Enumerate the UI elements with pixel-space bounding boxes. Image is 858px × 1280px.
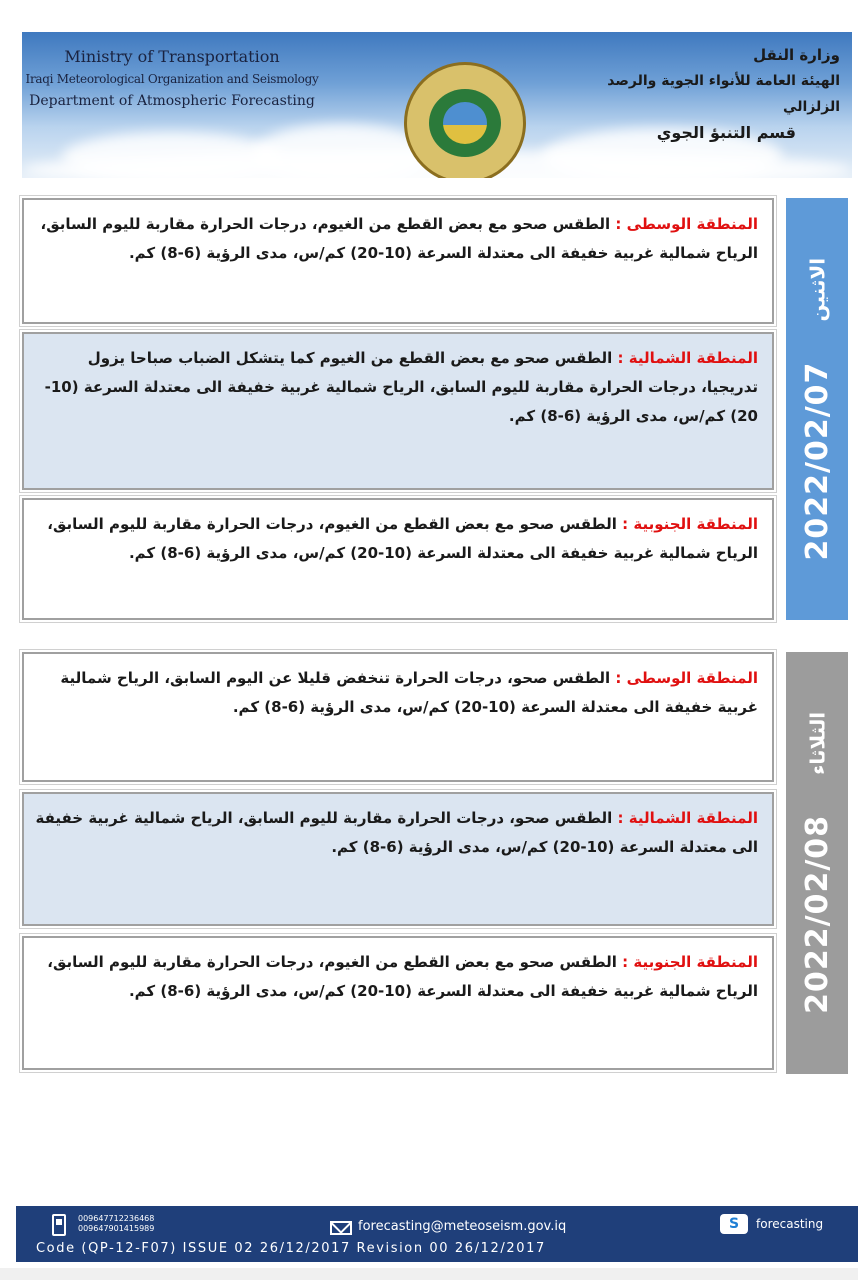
region-name: المنطقة الجنوبية : <box>622 515 758 533</box>
forecast-day-name: الثلاثاء <box>805 712 829 776</box>
organization-name-ar: الهيئة العامة للأنواء الجوية والرصد الزلزالي <box>607 73 840 115</box>
phone-icon <box>52 1214 66 1236</box>
region-forecast-text: الطقس صحو مع بعض القطع من الغيوم، درجات الحرارة مقاربة لليوم السابق، الرياح شمالية غربية خفيفة الى معتدلة السرعة (10-20) كم/س، مدى الرؤية (6-8) كم. <box>40 215 758 262</box>
forecast-day-2 <box>22 650 852 1078</box>
organization-name-en: Iraqi Meteorological Organization and Seismology <box>25 72 319 86</box>
mail-icon <box>330 1221 352 1235</box>
date-sidebar-day2 <box>786 652 848 1074</box>
header-english <box>22 46 322 112</box>
region-north-day1 <box>22 332 774 490</box>
region-name: المنطقة الجنوبية : <box>622 953 758 971</box>
logo-core <box>443 102 487 144</box>
region-south-day1 <box>22 498 774 620</box>
phone-numbers <box>78 1214 154 1234</box>
document-footer <box>16 1206 858 1262</box>
region-forecast-text: الطقس صحو، درجات الحرارة تنخفض قليلا عن اليوم السابق، الرياح شمالية غربية خفيفة الى معتدلة السرعة (10-20) كم/س، مدى الرؤية (6-8) كم. <box>60 669 758 716</box>
region-south-day2 <box>22 936 774 1070</box>
region-name: المنطقة الشمالية : <box>617 349 758 367</box>
forecast-day-1 <box>22 196 852 628</box>
region-name: المنطقة الشمالية : <box>617 809 758 827</box>
forecast-date: 2022/02/08 <box>799 815 835 1014</box>
region-forecast-text: الطقس صحو مع بعض القطع من الغيوم، درجات الحرارة مقاربة لليوم السابق، الرياح شمالية غربية خفيفة الى معتدلة السرعة (10-20) كم/س، مدى الرؤية (6-8) كم. <box>47 515 758 562</box>
region-forecast-text: الطقس صحو مع بعض القطع من الغيوم، درجات الحرارة مقاربة لليوم السابق، الرياح شمالية غربية خفيفة الى معتدلة السرعة (10-20) كم/س، مدى الرؤية (6-8) كم. <box>47 953 758 1000</box>
region-central-day2 <box>22 652 774 782</box>
region-name: المنطقة الوسطى : <box>615 669 758 687</box>
date-vertical-label <box>800 258 835 561</box>
ministry-name-ar: وزارة النقل <box>753 46 840 64</box>
date-sidebar-day1 <box>786 198 848 620</box>
region-forecast-text: الطقس صحو، درجات الحرارة مقاربة لليوم السابق، الرياح شمالية غربية خفيفة الى معتدلة السرعة (10-20) كم/س، مدى الرؤية (6-8) كم. <box>35 809 758 856</box>
department-name-ar: قسم التنبؤ الجوي <box>656 123 796 142</box>
region-north-day2 <box>22 792 774 926</box>
bottom-strip <box>0 1268 858 1280</box>
department-name-en: Department of Atmospheric Forecasting <box>29 93 315 109</box>
contact-email[interactable]: forecasting@meteoseism.gov.iq <box>358 1219 567 1234</box>
region-forecast-text: الطقس صحو مع بعض القطع من الغيوم كما يتشكل الضباب صباحا يزول تدريجيا، درجات الحرارة مقاربة لليوم السابق، الرياح شمالية غربية خفيفة الى معتدلة السرعة (10-20) كم/س، مدى الرؤية (6-8) كم. <box>44 349 758 425</box>
ministry-name-en: Ministry of Transportation <box>64 47 280 66</box>
date-vertical-label <box>800 712 835 1014</box>
skype-handle[interactable]: forecasting <box>756 1217 824 1231</box>
phone-number: 009647712236468 <box>78 1214 155 1223</box>
document-code: Code (QP-12-F07) ISSUE 02 26/12/2017 Revision 00 26/12/2017 <box>36 1241 546 1256</box>
forecast-day-name: الاثنين <box>805 257 829 322</box>
header-banner <box>22 32 852 178</box>
region-central-day1 <box>22 198 774 324</box>
forecast-date: 2022/02/07 <box>799 361 835 561</box>
skype-icon: S <box>720 1214 748 1234</box>
organization-logo <box>404 62 526 178</box>
phone-number: 009647901415989 <box>78 1224 155 1233</box>
logo-emblem <box>429 89 501 157</box>
header-arabic <box>560 42 840 146</box>
region-name: المنطقة الوسطى : <box>615 215 758 233</box>
